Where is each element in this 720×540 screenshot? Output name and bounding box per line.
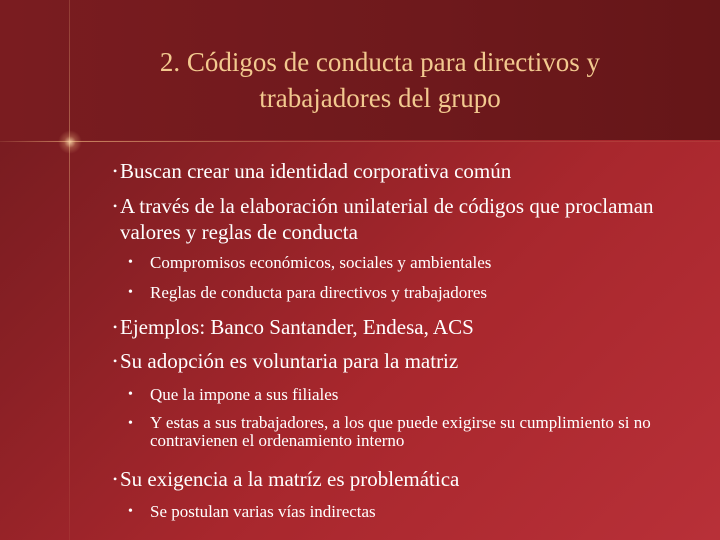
bullet-text: Su adopción es voluntaria para la matriz xyxy=(120,349,459,373)
sub-bullet-text: Reglas de conducta para directivos y trabajadores xyxy=(150,283,488,302)
bullet-icon: • xyxy=(128,416,133,431)
slide-title-line-1: 2. Códigos de conducta para directivos y xyxy=(159,47,601,77)
bullet-icon: • xyxy=(113,164,118,178)
bullet-text: Buscan crear una identidad corporativa común xyxy=(120,159,512,183)
bullet-icon: • xyxy=(113,354,118,368)
sub-bullet-text: Que la impone a sus filiales xyxy=(150,385,339,404)
sub-bullet-text: Y estas a sus trabajadores, a los que puede exigirse su cumplimiento si no contravienen el ordenamiento interno xyxy=(150,413,651,450)
bullet-text: Su exigencia a la matríz es problemática xyxy=(120,467,460,491)
bullet-text: Ejemplos: Banco Santander, Endesa, ACS xyxy=(120,315,474,339)
bullet-icon: • xyxy=(128,285,133,300)
bullet-icon: • xyxy=(113,199,118,213)
sparkle-icon xyxy=(58,130,82,154)
bullet-icon: • xyxy=(113,320,118,334)
sub-bullet-text: Compromisos económicos, sociales y ambientales xyxy=(150,253,492,272)
slide-title xyxy=(100,44,660,116)
bullet-icon: • xyxy=(128,387,133,402)
decorative-horizontal-line xyxy=(0,141,720,142)
bullet-icon: • xyxy=(128,255,133,270)
slide-title-line-2: trabajadores del grupo xyxy=(259,83,501,113)
bullet-icon: • xyxy=(128,504,133,519)
decorative-vertical-line xyxy=(69,0,70,540)
bullet-icon: • xyxy=(113,472,118,486)
sub-bullet-text: Se postulan varias vías indirectas xyxy=(150,502,376,521)
bullet-text: A través de la elaboración unilaterial de códigos que proclaman valores y reglas de conducta xyxy=(120,194,654,244)
